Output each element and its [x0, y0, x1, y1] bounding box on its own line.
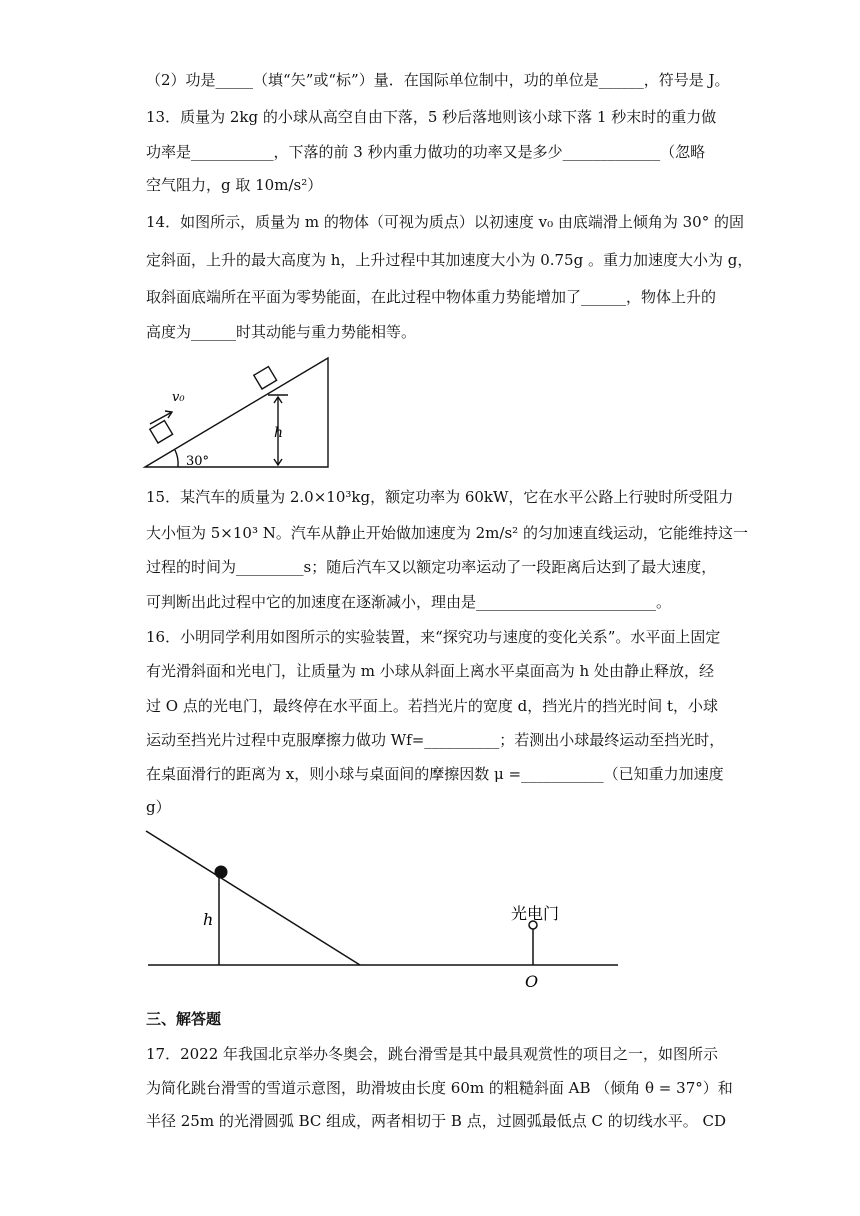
angle-arc [175, 450, 178, 467]
question-16-line-2: 有光滑斜面和光电门，让质量为 m 小球从斜面上离水平桌面高为 h 处由静止释放，经 [146, 662, 714, 680]
question-17-line-3: 半径 25m 的光滑圆弧 BC 组成，两者相切于 B 点，过圆弧最低点 C 的切线水平。 CD [146, 1112, 727, 1130]
question-15-line-2: 大小恒为 5×10³ N。汽车从静止开始做加速度为 2m/s² 的匀加速直线运动，它能维持这一 [146, 524, 748, 542]
question-16-line-1: 16．小明同学利用如图所示的实验装置，来“探究功与速度的变化关系”。水平面上固定 [146, 628, 721, 646]
block-top [254, 367, 277, 389]
block-bottom [150, 421, 173, 443]
section-heading: 三、解答题 [146, 1010, 222, 1028]
question-16-line-5: 在桌面滑行的距离为 x，则小球与桌面间的摩擦因数 μ =___________（已知重力加速度 [146, 765, 724, 783]
question-15-line-4: 可判断出此过程中它的加速度在逐渐减小，理由是________________________。 [146, 593, 672, 611]
question-13-line-2: 功率是___________，下落的前 3 秒内重力做功的功率又是多少_____________（忽略 [146, 143, 706, 161]
question-16-line-6: g） [146, 798, 171, 816]
question-17-line-2: 为简化跳台滑雪的雪道示意图，助滑坡由长度 60m 的粗糙斜面 AB （倾角 θ = 37°）和 [146, 1079, 733, 1097]
question-15-line-3: 过程的时间为_________s；随后汽车又以额定功率运动了一段距离后达到了最大速度， [146, 558, 717, 576]
question-13-line-1: 13．质量为 2kg 的小球从高空自由下落，5 秒后落地则该小球下落 1 秒末时的重力做 [146, 108, 717, 126]
photogate-label: 光电门 [511, 904, 560, 923]
question-13-line-3: 空气阻力，g 取 10m/s²） [146, 176, 323, 194]
angle-label: 30° [186, 454, 210, 469]
photogate-figure [140, 825, 630, 995]
ball [215, 866, 228, 879]
o-label: O [525, 972, 539, 991]
slope-line [146, 831, 360, 965]
incline-figure [140, 355, 340, 470]
question-15-line-1: 15．某汽车的质量为 2.0×10³kg，额定功率为 60kW，它在水平公路上行驶时所受阻力 [146, 488, 734, 506]
v0-label: v₀ [172, 390, 185, 405]
question-17-line-1: 17．2022 年我国北京举办冬奥会，跳台滑雪是其中最具观赏性的项目之一，如图所示 [146, 1045, 719, 1063]
question-16-line-3: 过 O 点的光电门，最终停在水平面上。若挡光片的宽度 d，挡光片的挡光时间 t，小球 [146, 697, 719, 715]
question-14-line-2: 定斜面，上升的最大高度为 h，上升过程中其加速度大小为 0.75g 。重力加速度大小为 g， [146, 251, 753, 269]
question-14-line-4: 高度为______时其动能与重力势能相等。 [146, 323, 417, 341]
h-label: h [203, 910, 214, 929]
question-12-2: （2）功是_____（填“矢”或“标”）量．在国际单位制中，功的单位是______，符号是 J。 [146, 71, 730, 89]
h-label: h [274, 425, 284, 441]
question-14-line-1: 14．如图所示，质量为 m 的物体（可视为质点）以初速度 v₀ 由底端滑上倾角为 30° 的固 [146, 213, 744, 231]
question-16-line-4: 运动至挡光片过程中克服摩擦力做功 Wf=__________；若测出小球最终运动至挡光时， [146, 731, 725, 749]
question-14-line-3: 取斜面底端所在平面为零势能面，在此过程中物体重力势能增加了______，物体上升的 [146, 288, 717, 306]
